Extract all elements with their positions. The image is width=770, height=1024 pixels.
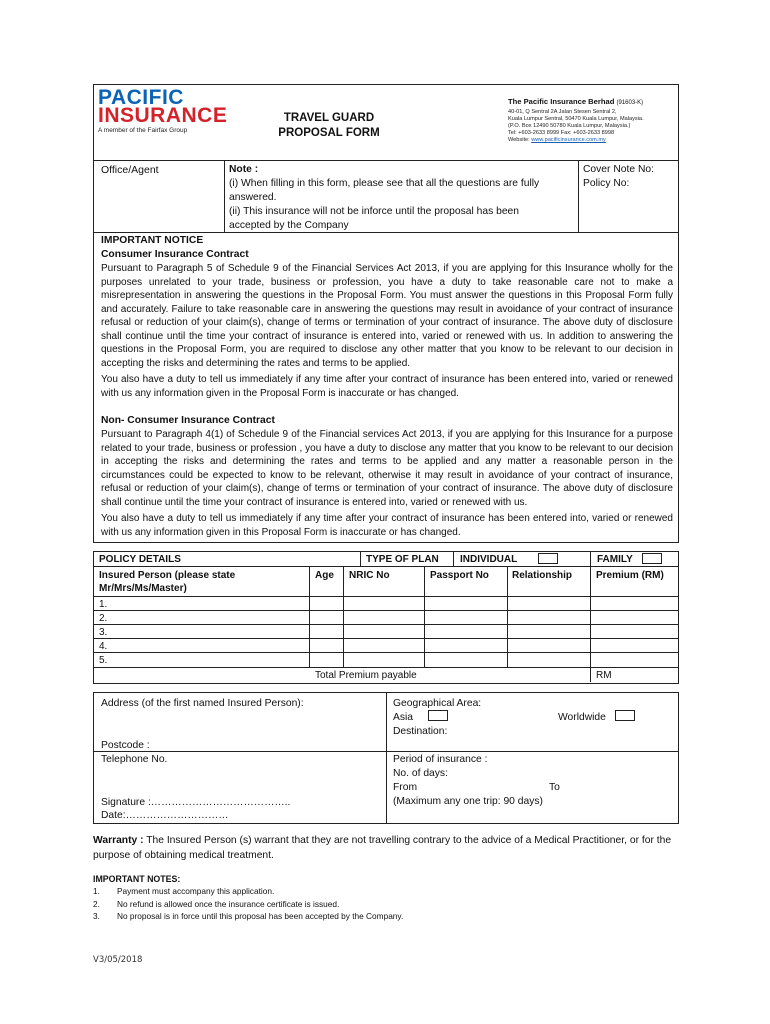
list-item (93, 898, 653, 911)
policy-details-label: POLICY DETAILS (99, 554, 181, 565)
note-label: Note : (229, 164, 259, 175)
company-logo-pacific: PACIFIC (98, 86, 184, 109)
note-box (229, 163, 574, 233)
date-field[interactable]: Date:………………………… (101, 810, 229, 821)
important-notice-heading (101, 234, 249, 262)
table-line (590, 566, 591, 682)
table-row-number: 2. (99, 613, 108, 624)
logo-tagline: A member of the Fairfax Group (98, 127, 188, 134)
to-label: To (549, 782, 560, 793)
form-title-line2: PROPOSAL FORM (278, 127, 380, 139)
asia-label: Asia (393, 712, 414, 723)
version-label: V3/05/2018 (93, 955, 143, 965)
consumer-paragraph-2: You also have a duty to tell us immediately if any time after your contract of insurance has been entered into, varied or renewed with us any information given in the Proposal Form is inaccurate or has changed. (101, 374, 673, 399)
age-header: Age (315, 570, 334, 581)
from-label: From (393, 782, 418, 793)
worldwide-checkbox[interactable] (615, 710, 635, 721)
consumer-heading: Consumer Insurance Contract (101, 249, 249, 260)
company-logo-insurance: INSURANCE (98, 104, 228, 127)
list-item-text: Payment must accompany this application. (117, 886, 275, 896)
cover-note-label: Cover Note No: (583, 164, 654, 175)
type-of-plan-label: TYPE OF PLAN (366, 554, 439, 565)
divider (386, 692, 387, 823)
important-notes-list (93, 885, 653, 923)
warranty-text: The Insured Person (s) warrant that they are not travelling contrary to the advice of a Medical Practitioner, or for the purpose of obtaining medical treatment. (93, 835, 672, 861)
warranty-label: Warranty : (93, 835, 144, 846)
family-label: FAMILY (597, 554, 633, 565)
form-title-line1: TRAVEL GUARD (283, 112, 375, 124)
nonconsumer-heading: Non- Consumer Insurance Contract (101, 415, 275, 426)
passport-header: Passport No (430, 570, 489, 581)
table-line (590, 551, 591, 566)
insured-person-header-line1: Insured Person (please state (99, 570, 236, 581)
telephone-label: Telephone No. (101, 754, 168, 765)
individual-label: INDIVIDUAL (460, 554, 518, 565)
rm-label: RM (596, 670, 612, 681)
nonconsumer-paragraph: Pursuant to Paragraph 4(1) of Schedule 9 of the Financial services Act 2013, if you are applying for this Insurance for a purpose related to your trade, business or profession , you have a duty to disclose any matter that you know to be relevant to our decision in accepting the risks and determining the rates and terms to be applied and any matter a reasonable person in the circumstances could be expected to know to be relevant, otherwise it may result in avoidance of your contract of insurance, refusal or reduction of your claim(s), change of terms or termination of your contract of insurance. The above duty of disclosure shall continue until the time your contract of insurance is entered into, varied or renewed with us. (101, 429, 673, 508)
divider (93, 751, 678, 752)
note-line: (ii) This insurance will not be inforce until the proposal has been (229, 206, 519, 217)
company-reg: (91603-K) (616, 100, 644, 106)
divider (224, 160, 225, 232)
max-trip-note: (Maximum any one trip: 90 days) (393, 796, 543, 807)
worldwide-label: Worldwide (558, 712, 606, 723)
insured-person-header-line2: Mr/Mrs/Ms/Master) (99, 583, 187, 594)
postcode-label: Postcode : (101, 740, 150, 751)
table-line (343, 566, 344, 667)
company-website (508, 137, 606, 144)
list-item (93, 910, 653, 923)
divider (93, 160, 678, 161)
list-item-number: 1. (93, 886, 100, 896)
nonconsumer-paragraph-2: You also have a duty to tell us immediately if any time after your contract of insurance has been entered into, varied or renewed with us any information given in this Proposal Form is inaccurate or has changed. (101, 513, 673, 538)
company-address2: Kuala Lumpur Sentral, 50470 Kuala Lumpur, Malaysia. (508, 116, 644, 122)
note-line: answered. (229, 192, 277, 203)
form-title (224, 111, 434, 141)
nric-header: NRIC No (349, 570, 390, 581)
website-label: Website: (508, 137, 532, 143)
family-checkbox[interactable] (642, 553, 662, 564)
geo-area-label: Geographical Area: (393, 698, 482, 709)
table-row-number: 3. (99, 627, 108, 638)
website-link[interactable]: www.pacificinsurance.com.my (531, 137, 606, 143)
divider (578, 160, 579, 232)
period-label: Period of insurance : (393, 754, 488, 765)
table-line (507, 566, 508, 667)
asia-checkbox[interactable] (428, 710, 448, 721)
address-label: Address (of the first named Insured Person): (101, 698, 304, 709)
premium-header: Premium (RM) (596, 570, 664, 581)
company-address3: (P.O. Box 12490 50780 Kuala Lumpur, Malaysia.) (508, 123, 631, 129)
list-item-text: No proposal is in force until this proposal has been accepted by the Company. (117, 911, 404, 921)
table-line (453, 551, 454, 566)
note-line: (i) When filling in this form, please see that all the questions are fully (229, 178, 540, 189)
list-item-number: 3. (93, 911, 100, 921)
individual-checkbox[interactable] (538, 553, 558, 564)
signature-field[interactable]: Signature :………………………………….. (101, 797, 291, 808)
days-label: No. of days: (393, 768, 448, 779)
company-name (508, 97, 643, 108)
destination-label: Destination: (393, 726, 448, 737)
table-row-number: 5. (99, 655, 108, 666)
list-item-text: No refund is allowed once the insurance certificate is issued. (117, 898, 340, 909)
important-notes-heading: IMPORTANT NOTES: (93, 874, 181, 884)
warranty-statement (93, 833, 678, 863)
table-line (360, 551, 361, 566)
list-item-number: 2. (93, 898, 100, 909)
table-line (309, 566, 310, 667)
office-agent-label: Office/Agent (101, 164, 159, 176)
company-address1: 40-01, Q Sentral 2A Jalan Stesen Sentral 2, (508, 109, 617, 115)
table-line (424, 566, 425, 667)
list-item (93, 885, 653, 898)
company-name-text: The Pacific Insurance Berhad (508, 97, 615, 106)
insured-person-header (99, 569, 235, 595)
consumer-paragraph: Pursuant to Paragraph 5 of Schedule 9 of the Financial Services Act 2013, if you are applying for this Insurance wholly for the purposes unrelated to your trade, business or profession, you have a duty to take reasonable care not to make a misrepresentation in answering the questions in the Proposal Form. You must answer the questions in this Proposal Form fully and accurately. Failure to take reasonable care in answering the questions may result in avoidance of your contract of insurance refusal or reduction of your claim(s), change of terms or termination of your contract of insurance. The above duty of disclosure shall continue until the time your contract of insurance is entered into, varied or renewed with us. In addition to answering the questions in the Proposal Form, you are required to disclose any other matter that you know to be relevant to our decision in accepting the risks and determining the rates and terms to be applied. (101, 263, 673, 369)
total-premium-label: Total Premium payable (315, 670, 417, 681)
important-notice-title: IMPORTANT NOTICE (101, 235, 204, 246)
company-tel: Tel: +603-2633 8999 Fax: +603-2633 8998 (508, 130, 615, 136)
cover-note-box (583, 163, 654, 191)
table-row-number: 4. (99, 641, 108, 652)
relationship-header: Relationship (512, 570, 573, 581)
table-row-number: 1. (99, 599, 108, 610)
policy-no-label: Policy No: (583, 178, 630, 189)
note-line: accepted by the Company (229, 220, 349, 231)
